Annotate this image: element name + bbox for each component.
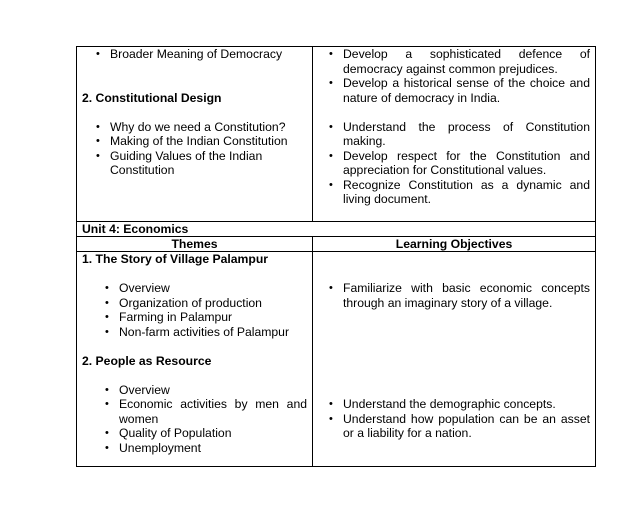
- list-item: • Understand how population can be an asset or a liability for a nation.: [343, 412, 590, 441]
- table-row: [77, 252, 596, 467]
- list-item: • Understand the demographic concepts.: [343, 397, 590, 412]
- table-row: [77, 47, 596, 222]
- list-item: • Economic activities by men and women: [119, 397, 307, 426]
- theme-list: [82, 383, 307, 456]
- list-item: • Organization of production: [119, 296, 307, 311]
- objective-list: [318, 47, 590, 105]
- bottom-left-cell: [77, 252, 313, 467]
- syllabus-table: [76, 46, 596, 467]
- top-right-cell: [313, 47, 596, 222]
- objective-list: [318, 120, 590, 207]
- section-title: 2. People as Resource: [82, 353, 212, 368]
- column-header-objectives: Learning Objectives: [313, 237, 596, 252]
- theme-list: [82, 281, 307, 339]
- list-item: • Farming in Palampur: [119, 310, 307, 325]
- list-item: • Unemployment: [119, 441, 307, 456]
- section-title: 2. Constitutional Design: [82, 90, 222, 105]
- table-header-row: [77, 237, 596, 252]
- list-item: • Understand the process of Constitution making.: [343, 120, 590, 149]
- list-item: • Recognize Constitution as a dynamic and living document.: [343, 178, 590, 207]
- objective-list: [318, 281, 590, 310]
- list-item: • Overview: [119, 383, 307, 398]
- list-item: • Guiding Values of the Indian Constitution: [110, 149, 307, 178]
- theme-list: [82, 47, 307, 62]
- list-item: • Develop a sophisticated defence of democracy against common prejudices.: [343, 47, 590, 76]
- section-title: 1. The Story of Village Palampur: [82, 252, 269, 266]
- objective-list: [318, 397, 590, 441]
- list-item: • Why do we need a Constitution?: [110, 120, 307, 135]
- top-left-cell: [77, 47, 313, 222]
- column-header-themes: Themes: [77, 237, 313, 252]
- list-item: • Non-farm activities of Palampur: [119, 325, 307, 340]
- list-item: • Making of the Indian Constitution: [110, 134, 307, 149]
- list-item: • Develop respect for the Constitution and appreciation for Constitutional values.: [343, 149, 590, 178]
- list-item: • Develop a historical sense of the choice and nature of democracy in India.: [343, 76, 590, 105]
- theme-list: [82, 120, 307, 178]
- list-item: • Quality of Population: [119, 426, 307, 441]
- list-item: • Familiarize with basic economic concepts through an imaginary story of a village.: [343, 281, 590, 310]
- table-row: [77, 222, 596, 237]
- list-item: • Broader Meaning of Democracy: [110, 47, 307, 62]
- unit-title: Unit 4: Economics: [77, 222, 596, 237]
- list-item: • Overview: [119, 281, 307, 296]
- bottom-right-cell: [313, 252, 596, 467]
